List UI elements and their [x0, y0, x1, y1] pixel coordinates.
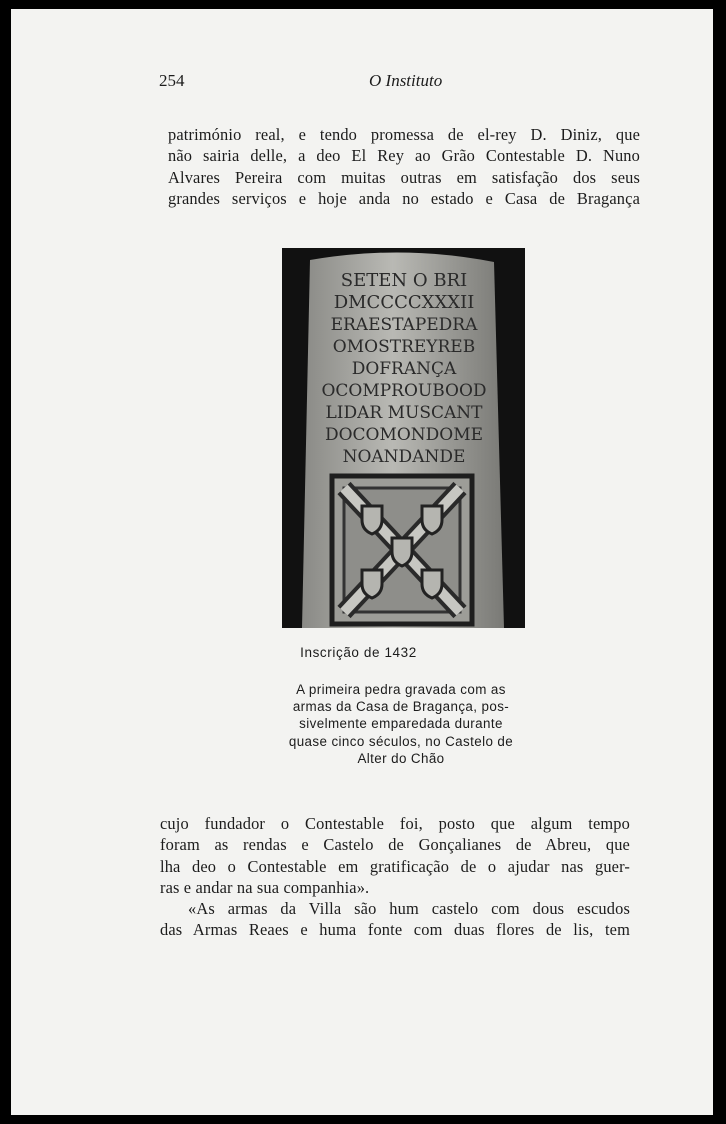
inscription-line: DOCOMONDOME [324, 425, 484, 445]
page-header [159, 71, 629, 97]
inscription-line: DMCCCCXXXII [333, 292, 475, 313]
text-line: lha deo o Contestable em gratificação de o ajudar nas guer- [160, 856, 630, 876]
inscription-line: SETEN O BRI [340, 270, 468, 291]
text-line: ras e andar na sua companhia». [160, 877, 370, 897]
caption-line: Alter do Chão [357, 750, 445, 766]
paragraph-bottom [160, 813, 630, 941]
inscription-line: LIDAR MUSCANT [325, 403, 483, 423]
text-line: cujo fundador o Contestable foi, posto que algum tempo [160, 814, 630, 833]
paragraph-top [168, 124, 640, 209]
text-line: «As armas da Villa são hum castelo com dous escudos [188, 899, 630, 919]
inscription-stone-photo [282, 248, 525, 628]
inscription-line: NOANDANDE [342, 447, 466, 467]
figure-caption [270, 681, 532, 767]
caption-line: armas da Casa de Bragança, pos- [292, 699, 510, 715]
stone-illustration [282, 248, 525, 628]
inscription-line: ERAESTAPEDRA [330, 315, 478, 335]
text-line: não sairia delle, a deo El Rey ao Grão Contestable D. Nuno [168, 146, 640, 166]
page-number: 254 [159, 71, 185, 90]
inscription-line: DOFRANÇA [351, 359, 457, 379]
inscription-line: OMOSTREYREB [332, 337, 476, 357]
text-line: património real, e tendo promessa de el-rey D. Diniz, que [168, 125, 640, 144]
text-line: foram as rendas e Castelo de Gonçalianes de Abreu, que [160, 835, 630, 855]
running-title: O Instituto [369, 71, 443, 90]
inscription-line: OCOMPROUBOOD [321, 381, 487, 401]
caption-line: sivelmente emparedada durante [299, 716, 503, 732]
text-line: grandes serviços e hoje anda no estado e Casa de Bragança [168, 188, 640, 208]
text-line: Alvares Pereira com muitas outras em satisfação dos seus [168, 167, 640, 187]
figure-caption-title: Inscrição de 1432 [300, 645, 417, 660]
text-line: das Armas Reaes e huma fonte com duas flores de lis, tem [160, 920, 630, 940]
coat-of-arms-relief [332, 476, 472, 624]
caption-line: A primeira pedra gravada com as [296, 682, 506, 697]
caption-line: quase cinco séculos, no Castelo de [288, 733, 514, 749]
